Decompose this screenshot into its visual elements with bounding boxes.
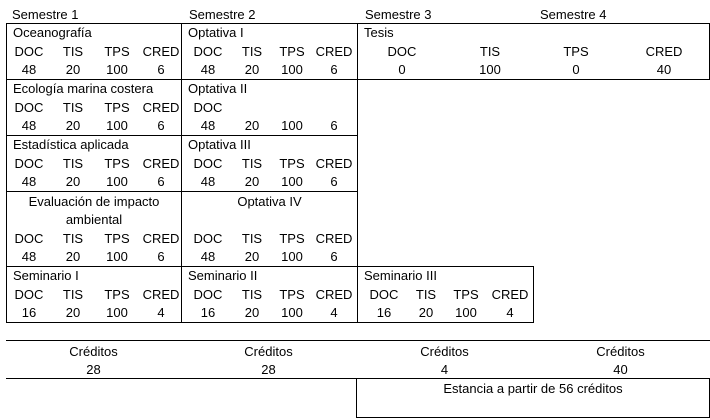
course-card-optativa-2 bbox=[181, 79, 358, 136]
course-title: Seminario II bbox=[188, 268, 258, 283]
semester-header-4: Semestre 4 bbox=[540, 7, 607, 22]
credits-label-4: Créditos bbox=[596, 344, 645, 359]
doc-label: DOC bbox=[14, 44, 44, 59]
semester-header-2: Semestre 2 bbox=[189, 7, 256, 22]
tis-value: 20 bbox=[244, 118, 260, 133]
doc-label: DOC bbox=[14, 231, 44, 246]
course-card-seminario-3 bbox=[357, 266, 534, 323]
course-title: Oceanografía bbox=[13, 25, 92, 40]
course-card-evaluacion bbox=[6, 191, 182, 267]
tis-label: TIS bbox=[62, 44, 84, 59]
doc-label: DOC bbox=[14, 287, 44, 302]
doc-value: 48 bbox=[21, 118, 37, 133]
course-title: Optativa III bbox=[188, 137, 251, 152]
tps-label: TPS bbox=[104, 231, 130, 246]
tps-label: TPS bbox=[104, 156, 130, 171]
semester-header-1: Semestre 1 bbox=[12, 7, 79, 22]
doc-value: 48 bbox=[21, 174, 37, 189]
credits-total-2: 28 bbox=[261, 362, 276, 377]
cred-label: CRED bbox=[142, 231, 180, 246]
tps-value: 100 bbox=[106, 174, 128, 189]
tps-value: 100 bbox=[281, 118, 303, 133]
tps-value: 100 bbox=[106, 249, 128, 264]
course-title: Optativa II bbox=[188, 81, 248, 96]
tis-value: 20 bbox=[244, 305, 260, 320]
cred-value: 6 bbox=[330, 249, 338, 264]
doc-label: DOC bbox=[193, 287, 223, 302]
course-card-estadistica bbox=[6, 135, 182, 192]
course-title: Seminario I bbox=[13, 268, 79, 283]
course-card-optativa-1 bbox=[181, 23, 358, 80]
stancia-note: Estancia a partir de 56 créditos bbox=[443, 381, 623, 396]
tps-label: TPS bbox=[104, 287, 130, 302]
doc-value: 48 bbox=[200, 249, 216, 264]
course-title: Optativa I bbox=[188, 25, 244, 40]
doc-value: 48 bbox=[21, 62, 37, 77]
tps-value: 100 bbox=[281, 249, 303, 264]
cred-label: CRED bbox=[645, 44, 683, 59]
tis-value: 100 bbox=[479, 62, 501, 77]
tis-value: 20 bbox=[418, 305, 434, 320]
tps-label: TPS bbox=[279, 231, 305, 246]
tps-value: 100 bbox=[106, 305, 128, 320]
course-card-seminario-2 bbox=[181, 266, 358, 323]
course-title: Optativa IV bbox=[237, 194, 302, 209]
doc-label: DOC bbox=[193, 156, 223, 171]
stancia-note-box bbox=[356, 379, 710, 418]
doc-value: 16 bbox=[21, 305, 37, 320]
course-card-optativa-3 bbox=[181, 135, 358, 192]
tis-label: TIS bbox=[62, 156, 84, 171]
tis-label: TIS bbox=[241, 231, 263, 246]
course-title: Estadística aplicada bbox=[13, 137, 129, 152]
cred-value: 40 bbox=[656, 62, 672, 77]
cred-value: 6 bbox=[157, 118, 165, 133]
tis-value: 20 bbox=[244, 174, 260, 189]
course-card-optativa-4 bbox=[181, 191, 358, 267]
doc-label: DOC bbox=[193, 100, 223, 115]
doc-value: 16 bbox=[200, 305, 216, 320]
credits-top-divider bbox=[6, 340, 710, 341]
cred-label: CRED bbox=[315, 156, 353, 171]
doc-label: DOC bbox=[369, 287, 399, 302]
doc-value: 48 bbox=[200, 62, 216, 77]
doc-value: 16 bbox=[376, 305, 392, 320]
cred-label: CRED bbox=[315, 231, 353, 246]
cred-label: CRED bbox=[491, 287, 529, 302]
course-card-seminario-1 bbox=[6, 266, 182, 323]
course-title: Seminario III bbox=[364, 268, 437, 283]
credits-total-4: 40 bbox=[613, 362, 628, 377]
tis-value: 20 bbox=[65, 249, 81, 264]
credits-total-1: 28 bbox=[86, 362, 101, 377]
tis-label: TIS bbox=[479, 44, 501, 59]
tps-value: 100 bbox=[281, 62, 303, 77]
cred-value: 6 bbox=[157, 62, 165, 77]
cred-value: 4 bbox=[157, 305, 165, 320]
doc-value: 0 bbox=[398, 62, 406, 77]
cred-value: 6 bbox=[330, 62, 338, 77]
cred-value: 6 bbox=[330, 174, 338, 189]
cred-label: CRED bbox=[142, 287, 180, 302]
doc-value: 48 bbox=[200, 118, 216, 133]
course-card-ecologia bbox=[6, 79, 182, 136]
tis-label: TIS bbox=[62, 231, 84, 246]
doc-label: DOC bbox=[14, 156, 44, 171]
tps-value: 100 bbox=[106, 118, 128, 133]
doc-value: 48 bbox=[21, 249, 37, 264]
tps-value: 100 bbox=[281, 174, 303, 189]
course-title: Ecología marina costera bbox=[13, 81, 154, 96]
tis-label: TIS bbox=[241, 44, 263, 59]
cred-label: CRED bbox=[142, 44, 180, 59]
cred-label: CRED bbox=[142, 156, 180, 171]
cred-label: CRED bbox=[315, 287, 353, 302]
tis-value: 20 bbox=[244, 249, 260, 264]
cred-value: 4 bbox=[330, 305, 338, 320]
doc-label: DOC bbox=[14, 100, 44, 115]
tps-label: TPS bbox=[563, 44, 589, 59]
tps-value: 100 bbox=[281, 305, 303, 320]
course-title: Evaluación de impacto ambiental bbox=[28, 194, 160, 227]
tis-label: TIS bbox=[241, 156, 263, 171]
tps-label: TPS bbox=[279, 287, 305, 302]
course-card-oceanografia bbox=[6, 23, 182, 80]
cred-value: 4 bbox=[506, 305, 514, 320]
tis-value: 20 bbox=[65, 305, 81, 320]
tps-label: TPS bbox=[279, 44, 305, 59]
cred-label: CRED bbox=[315, 44, 353, 59]
doc-label: DOC bbox=[387, 44, 417, 59]
cred-value: 6 bbox=[157, 174, 165, 189]
semester-header-3: Semestre 3 bbox=[365, 7, 432, 22]
tis-value: 20 bbox=[65, 62, 81, 77]
course-title: Tesis bbox=[364, 25, 394, 40]
tis-label: TIS bbox=[415, 287, 437, 302]
tps-label: TPS bbox=[104, 44, 130, 59]
cred-value: 6 bbox=[330, 118, 338, 133]
tis-value: 20 bbox=[244, 62, 260, 77]
tps-label: TPS bbox=[104, 100, 130, 115]
tis-label: TIS bbox=[241, 287, 263, 302]
tis-value: 20 bbox=[65, 174, 81, 189]
credits-label-1: Créditos bbox=[69, 344, 118, 359]
cred-label: CRED bbox=[142, 100, 180, 115]
tps-value: 100 bbox=[455, 305, 477, 320]
tis-value: 20 bbox=[65, 118, 81, 133]
credits-label-3: Créditos bbox=[420, 344, 469, 359]
credits-total-3: 4 bbox=[440, 362, 449, 377]
tis-label: TIS bbox=[62, 100, 84, 115]
credits-label-2: Créditos bbox=[244, 344, 293, 359]
course-card-tesis bbox=[357, 23, 710, 80]
doc-value: 48 bbox=[200, 174, 216, 189]
cred-value: 6 bbox=[157, 249, 165, 264]
doc-label: DOC bbox=[193, 44, 223, 59]
doc-label: DOC bbox=[193, 231, 223, 246]
tps-value: 0 bbox=[572, 62, 580, 77]
tis-label: TIS bbox=[62, 287, 84, 302]
tps-value: 100 bbox=[106, 62, 128, 77]
tps-label: TPS bbox=[279, 156, 305, 171]
tps-label: TPS bbox=[453, 287, 479, 302]
